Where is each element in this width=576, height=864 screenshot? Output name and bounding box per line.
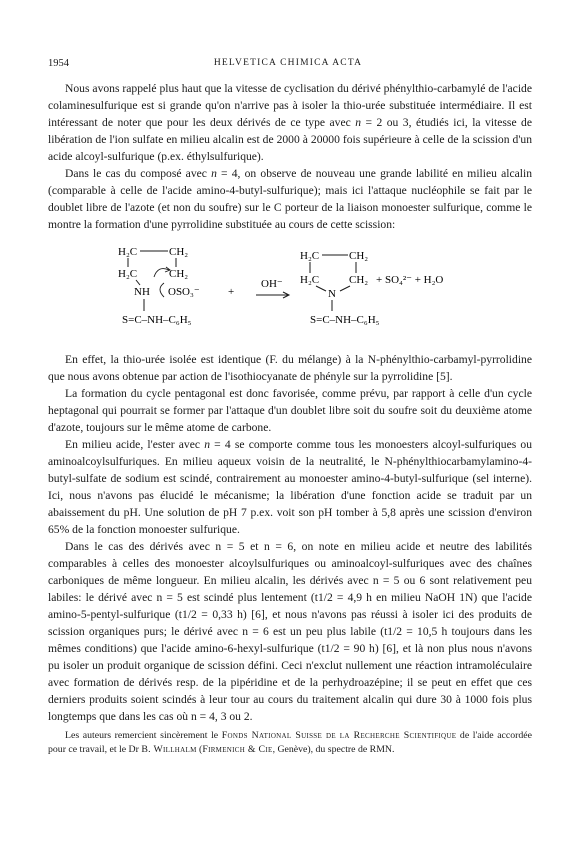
acknowledgement: Les auteurs remercient sincèrement le Fonds National Suisse de la Recherche Scientifique de l'aide accordée pour ce travail, et le Dr B. Willhalm (Firmenich & Cie, Genève), du spectre de RMN. (48, 730, 532, 755)
paragraph-3: En effet, la thio-urée isolée est identique (F. du mélange) à la N-phénylthio-carbamyl-pyrrolidine que nous avons obtenue par action de l'isothiocyanate de phényle sur la pyrrolidine [5]. (48, 353, 532, 383)
bond (136, 280, 140, 285)
reaction-scheme (48, 237, 532, 345)
scheme-left-ch2-top-left: H₂C (118, 246, 138, 258)
fund-name: Fonds National Suisse de la Recherche Scientifique (221, 730, 457, 741)
bond (316, 286, 326, 291)
scheme-right-ch2-mid-right: CH₂ (349, 274, 369, 286)
curved-arrow-2 (160, 283, 164, 297)
scheme-plus: + (228, 286, 235, 298)
scheme-left-ch2-mid-left: H₂C (118, 268, 138, 280)
scheme-left-thiourea: S=C–NH–C₆H₅ (122, 314, 192, 326)
scheme-right-ch2-top-right: CH₂ (349, 250, 369, 262)
variable-n: n (355, 116, 362, 129)
paragraph-2: Dans le cas du composé avec n = 4, on observe de nouveau une grande labilité en milieu alcalin (comparable à celle de l'acide amino-4-butyl-sulfurique); mais ici l'attaque nucléophile se fait par le doublet libre de l'azote (et non du soufre) sur le C porteur de la liaison monoester sulfurique, comme le montre la formation d'une pyrrolidine substituée au cours de cette scission: (48, 167, 532, 231)
bond (340, 286, 350, 291)
paragraph-4: La formation du cycle pentagonal est donc favorisée, comme prévu, par rapport à celle d'un cycle heptagonal qui pourrait se former par l'attaque d'un doublet libre soit du soufre soit du deuxième atome d'azote, toujours sur le même atome de carbone. (48, 387, 532, 434)
article-body (48, 80, 532, 757)
page-number: 1954 (48, 58, 69, 69)
scheme-right-ch2-mid-left: H₂C (300, 274, 320, 286)
scheme-left-nh: NH (134, 286, 150, 298)
paragraph-6: Dans le cas des dérivés avec n = 5 et n = 6, on note en milieu acide et neutre des labilités comparables à celles des monoester alcoylsulfuriques ou aminoalcoyl-sulfuriques avec des chaînes carboniques de même longueur. En milieu alcalin, les dérivés avec n = 5 ou 6 sont relativement peu labiles: le dérivé avec n = 5 est scindé plus lentement (t1/2 = 4,9 h en milieu NaOH 1N) que l'acide amino-5-pentyl-sulfurique (t1/2 = 0,33 h) [6], et nous n'avons pas réussi à isoler ici des produits de scission organiques purs; le dérivé avec n = 6 est un peu plus labile (t1/2 = 10,5 h toujours dans les mêmes conditions) que l'acide amino-6-hexyl-sulfurique (t1/2 = 90 h) [6], et là non plus nous n'avons pu isoler un produit organique de scission défini. Ceci n'exclut nullement une réaction intramoléculaire avec formation de dérivés resp. de la pipéridine et de la perhydroazépine; il se peut en effet que ces derniers produits soient scindés à leur tour au cours du traitement alcalin qui dure 30 à 1000 fois plus longtemps que dans les cas où n = 4, 3 ou 2. (48, 540, 532, 723)
running-header (48, 58, 528, 72)
journal-title: HELVETICA CHIMICA ACTA (213, 58, 363, 68)
scheme-left-ch2-mid-right: CH₂ (169, 268, 189, 280)
scheme-reagent: OH⁻ (261, 278, 283, 290)
scheme-left-oso3: OSO₃⁻ (168, 286, 200, 298)
scheme-right-n: N (328, 288, 336, 300)
variable-n: n (204, 438, 210, 451)
curved-arrow (154, 269, 169, 277)
reaction-scheme-svg (48, 237, 532, 345)
scheme-products: + SO₄²⁻ + H₂O (376, 274, 444, 286)
paragraph-1: Nous avons rappelé plus haut que la vitesse de cyclisation du dérivé phénylthio-carbamylé de l'acide colaminesulfurique est si grande qu'on n'arrive pas à isoler la thio-urée substituée intermédiaire. Il est intéressant de noter que pour les deux dérivés de ce type avec n = 2 ou 3, étudiés ici, la vitesse de libération de l'ion sulfate en milieu alcalin est de 2000 à 20000 fois supérieure à celle de la scission d'un acide alcoyl-sulfurique (p.ex. éthylsulfurique). (48, 82, 532, 163)
scheme-right-ch2-top-left: H₂C (300, 250, 320, 262)
person-name: B. Willhalm (141, 744, 197, 755)
company-name: Firmenich & Cie (202, 744, 273, 755)
scheme-left-ch2-top-right: CH₂ (169, 246, 189, 258)
variable-n: n (211, 167, 217, 180)
scheme-right-thiourea: S=C–NH–C₆H₅ (310, 314, 380, 326)
paragraph-5: En milieu acide, l'ester avec n = 4 se comporte comme tous les monoesters alcoyl-sulfuriques ou aminoalcoylsulfuriques. En milieu aqueux voisin de la neutralité, le N-phénylthiocarbamylamino-4-butyl-sulfate de sodium est scindé, contrairement au monoester amino-4-butyl-sulfurique (sel interne). Ici, nous n'avons pas élucidé le mécanisme; la libération d'une fonction acide se traduit par un abaissement du pH. Une solution de pH 7 p.ex. voit son pH tomber à 5,8 après une scission d'environ 65% de la fonction monoester sulfurique. (48, 438, 532, 536)
